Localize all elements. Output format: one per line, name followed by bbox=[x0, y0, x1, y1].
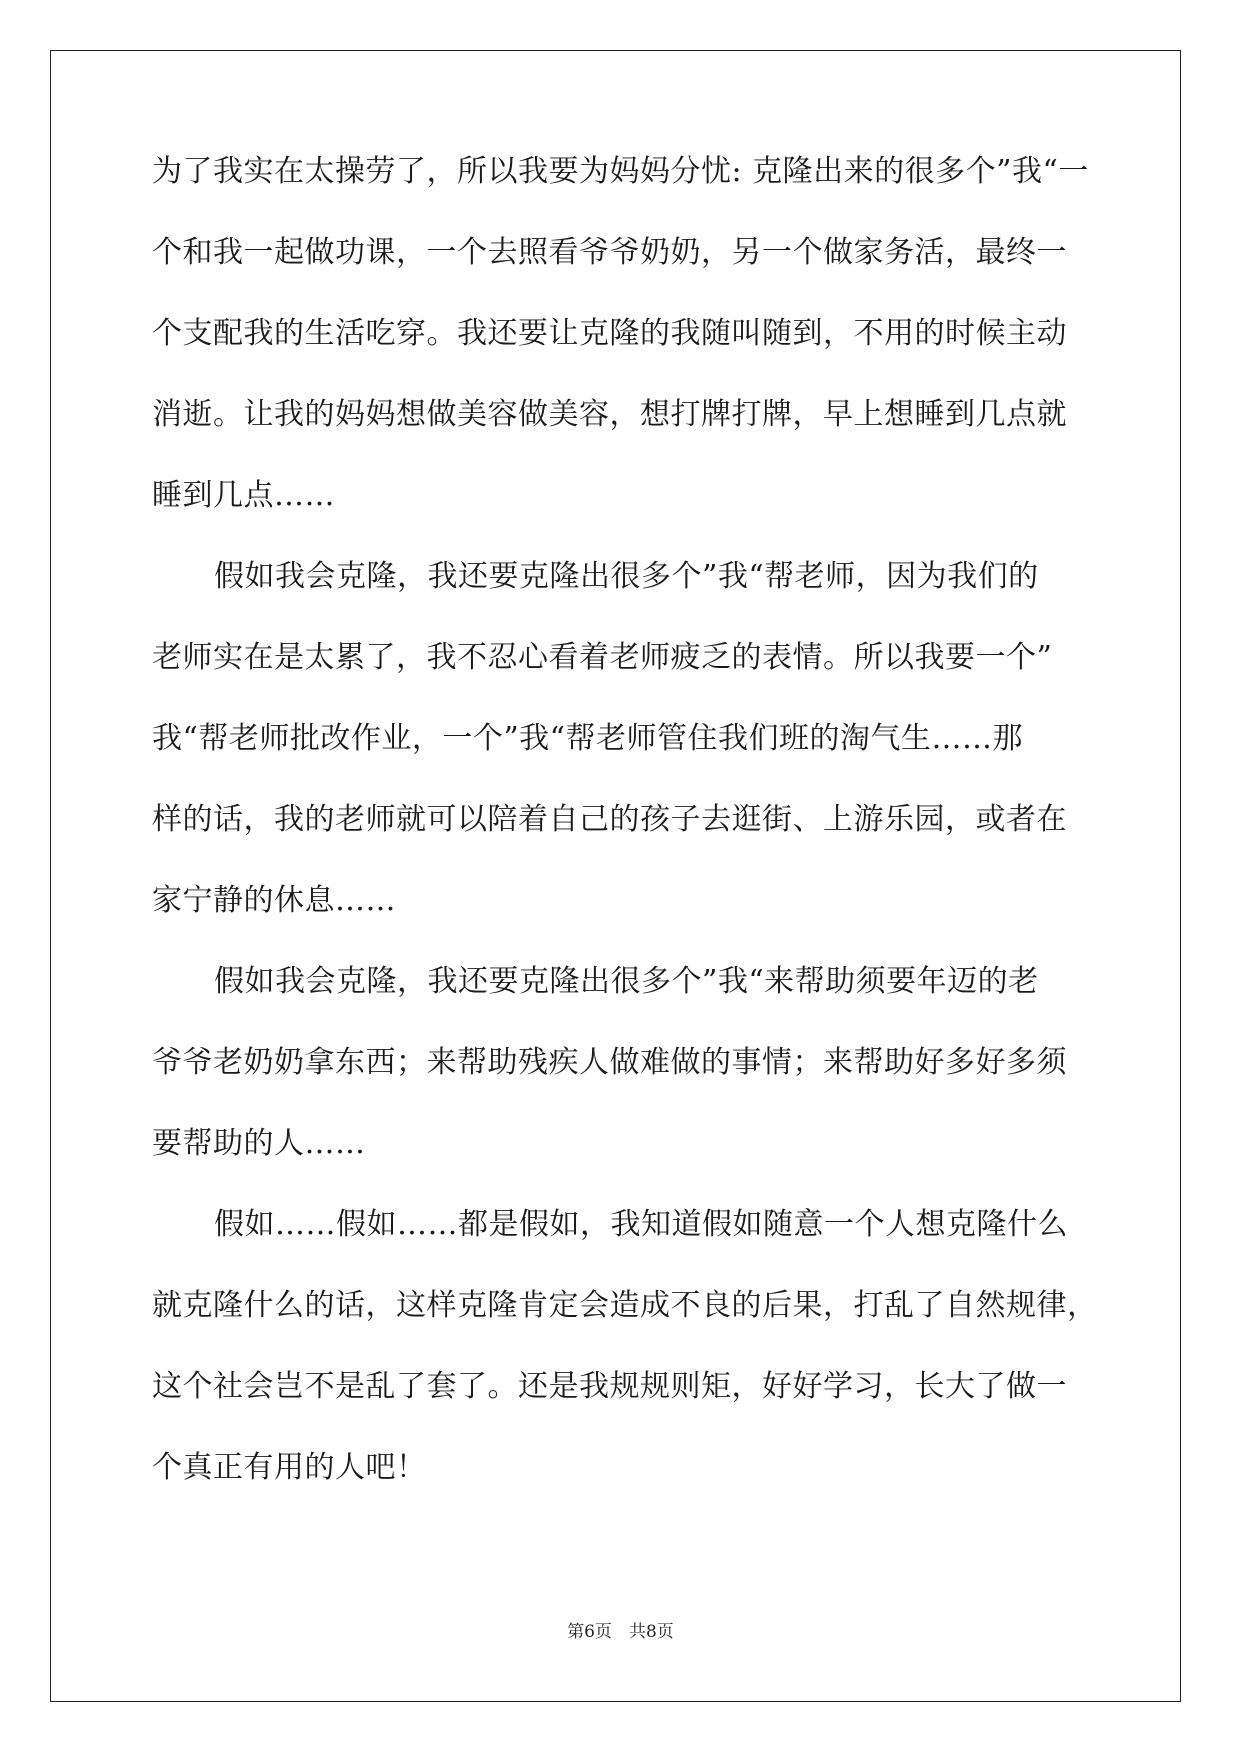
text-line: 要帮助的人…… bbox=[152, 1126, 366, 1161]
text-line: 消逝。让我的妈妈想做美容做美容，想打牌打牌，早上想睡到几点就 bbox=[152, 397, 1067, 432]
text-line: 个和我一起做功课，一个去照看爷爷奶奶，另一个做家务活，最终一 bbox=[152, 235, 1067, 270]
text-line: 为了我实在太操劳了，所以我要为妈妈分忧: 克隆出来的很多个”我“一 bbox=[152, 154, 1089, 189]
text-line: 就克隆什么的话，这样克隆肯定会造成不良的后果，打乱了自然规律， bbox=[152, 1288, 1098, 1323]
paragraph-start-line: 假如……假如……都是假如，我知道假如随意一个人想克隆什么 bbox=[214, 1207, 1068, 1242]
page-number-footer: 第6页 共8页 bbox=[567, 1622, 674, 1642]
document-body bbox=[152, 154, 1098, 1532]
text-line: 睡到几点…… bbox=[152, 478, 335, 513]
text-line: 个真正有用的人吧！ bbox=[152, 1450, 427, 1485]
text-line: 这个社会岂不是乱了套了。还是我规规则矩，好好学习，长大了做一 bbox=[152, 1369, 1067, 1404]
paragraph-start-line: 假如我会克隆，我还要克隆出很多个”我“来帮助须要年迈的老 bbox=[214, 964, 1039, 999]
text-line: 爷爷老奶奶拿东西；来帮助残疾人做难做的事情；来帮助好多好多须 bbox=[152, 1045, 1067, 1080]
text-line: 我“帮老师批改作业，一个”我“帮老师管住我们班的淘气生……那 bbox=[152, 721, 1024, 756]
text-line: 个支配我的生活吃穿。我还要让克隆的我随叫随到，不用的时候主动 bbox=[152, 316, 1067, 351]
text-line: 老师实在是太累了，我不忍心看着老师疲乏的表情。所以我要一个” bbox=[152, 640, 1053, 675]
text-line: 样的话，我的老师就可以陪着自己的孩子去逛街、上游乐园，或者在 bbox=[152, 802, 1067, 837]
text-line: 家宁静的休息…… bbox=[152, 883, 396, 918]
paragraph-start-line: 假如我会克隆，我还要克隆出很多个”我“帮老师，因为我们的 bbox=[214, 559, 1039, 594]
